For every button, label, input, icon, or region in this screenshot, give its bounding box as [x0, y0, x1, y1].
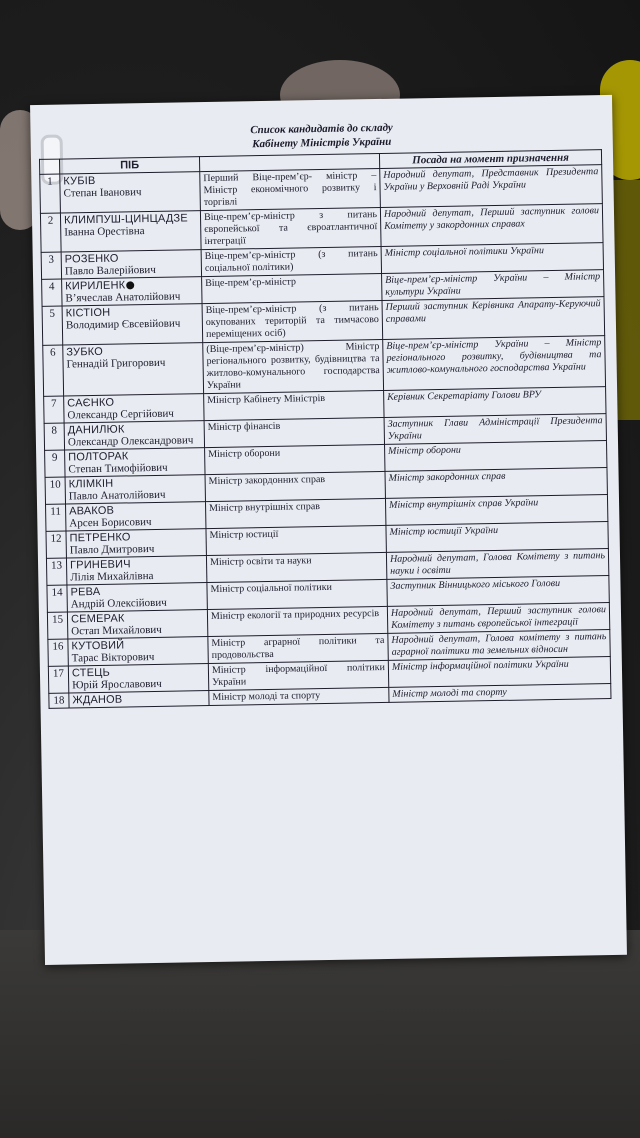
candidate-last-name: САЄНКО — [67, 396, 115, 410]
candidate-last-name: РОЗЕНКО — [64, 252, 119, 266]
candidate-name — [68, 664, 208, 693]
row-number: 13 — [46, 558, 66, 585]
proposed-position: Перший Віце-прем’єр- міністр – Міністр економічного розвитку і торгівлі — [200, 168, 381, 210]
row-number: 2 — [40, 213, 61, 252]
document-title-line2: Кабінету Міністрів України — [252, 135, 392, 151]
candidate-first-name: Остап Михайлович — [71, 623, 162, 638]
candidate-name — [63, 343, 204, 396]
row-number: 6 — [43, 345, 64, 396]
proposed-position: Віце-прем’єр-міністр — [202, 273, 382, 303]
candidate-first-name: Степан Тимофійович — [68, 461, 168, 476]
previous-position: Віце-прем’єр-міністр України – Міністр культури України — [382, 270, 604, 301]
candidate-last-name: ГРИНЕВИЧ — [69, 558, 131, 572]
row-number: 18 — [49, 693, 69, 708]
candidate-last-name: КУБІВ — [63, 174, 96, 188]
ink-blot — [126, 282, 134, 290]
row-number: 15 — [47, 612, 67, 639]
previous-position: Міністр закордонних справ — [385, 468, 607, 499]
candidate-first-name: Павло Валерійович — [64, 263, 156, 278]
row-number: 16 — [48, 639, 68, 666]
previous-position: Заступник Вінницького міського Голови — [387, 576, 609, 607]
candidate-first-name: Арсен Борисович — [69, 516, 152, 530]
row-number: 9 — [45, 450, 65, 477]
candidate-name — [67, 610, 207, 639]
candidate-first-name: Олександр Сергійович — [67, 407, 175, 422]
candidate-first-name: Олександр Олександрович — [67, 434, 194, 449]
candidate-first-name: Андрій Олексійович — [70, 596, 167, 611]
candidate-name — [65, 448, 205, 477]
previous-position: Народний депутат, Перший заступник голови Комітету у закордонних справах — [380, 204, 603, 247]
previous-position: Перший заступник Керівника Апарату-Керуючий справами — [382, 297, 605, 340]
candidate-name — [66, 529, 206, 558]
previous-position: Міністр юстиції України — [386, 522, 608, 553]
candidate-first-name: Павло Анатолійович — [68, 488, 166, 503]
proposed-position: Міністр освіти та науки — [206, 552, 386, 582]
candidate-last-name: РЕВА — [70, 585, 101, 599]
previous-position: Міністр молоді та спорту — [389, 684, 611, 703]
candidate-name — [60, 172, 201, 213]
candidate-last-name: КЛІМКІН — [68, 477, 114, 491]
row-number: 14 — [47, 585, 67, 612]
proposed-position: Віце-прем’єр-міністр (з питань окупованих територій та тимчасово переміщених осіб) — [202, 300, 383, 342]
candidate-first-name: Лілія Михайлівна — [70, 569, 154, 584]
candidate-name — [60, 211, 201, 252]
row-number: 12 — [46, 531, 66, 558]
previous-position: Міністр інформаційної політики України — [388, 657, 610, 688]
candidate-last-name: СЕМЕРАК — [70, 612, 125, 626]
proposed-position: (Віце-прем’єр-міністр) Міністр регіонального розвитку, будівництва та житлово-комунального господарства України — [203, 339, 384, 393]
candidate-name — [64, 421, 204, 450]
header-name: ПІБ — [59, 157, 199, 174]
document-title-line1: Список кандидатів до складу — [250, 121, 393, 137]
candidate-last-name: КЛИМПУШ-ЦИНЦАДЗЕ — [63, 212, 188, 227]
previous-position: Народний депутат, Представник Президента України у Верховній Раді України — [380, 165, 603, 208]
document-title — [30, 117, 612, 155]
header-previous-position: Посада на момент призначення — [379, 150, 601, 169]
row-number: 3 — [41, 252, 61, 279]
candidate-first-name: Володимир Євсевійович — [65, 317, 181, 332]
previous-position: Народний депутат, Голова комітету з питань аграрної політики та земельних відносин — [388, 630, 610, 661]
proposed-position: Міністр соціальної політики — [207, 579, 387, 609]
candidate-name — [67, 583, 207, 612]
candidate-last-name: КІСТІОН — [65, 306, 111, 320]
candidate-last-name: ЖДАНОВ — [72, 693, 123, 707]
row-number: 11 — [46, 504, 66, 531]
candidate-name — [68, 637, 208, 666]
candidate-last-name: КИРИЛЕНК — [65, 279, 126, 293]
candidate-last-name: КУТОВИЙ — [71, 639, 125, 653]
candidate-name — [64, 394, 204, 423]
proposed-position: Міністр оборони — [205, 444, 385, 474]
candidate-first-name: Іванна Орестівна — [64, 225, 145, 239]
proposed-position: Міністр внутрішніх справ — [205, 498, 385, 528]
candidate-name — [62, 277, 202, 306]
candidate-name — [66, 502, 206, 531]
row-number: 5 — [42, 306, 63, 345]
proposed-position: Міністр Кабінету Міністрів — [204, 390, 384, 420]
candidate-first-name: Юрій Ярославович — [72, 677, 162, 692]
candidate-name — [62, 304, 203, 345]
previous-position: Віце-прем’єр-міністр України – Міністр регіонального розвитку, будівництва та житлово-комунального господарства України — [383, 336, 606, 391]
proposed-position: Віце-прем’єр-міністр з питань європейської та євроатлантичної інтеграції — [200, 207, 381, 249]
candidate-first-name: Тарас Вікторович — [71, 650, 155, 665]
candidate-name — [61, 250, 201, 279]
candidate-name — [65, 475, 205, 504]
proposed-position: Міністр юстиції — [206, 525, 386, 555]
row-number: 1 — [40, 174, 61, 213]
row-number: 4 — [42, 279, 62, 306]
candidate-first-name: Степан Іванович — [63, 186, 142, 200]
proposed-position: Міністр інформаційної політики України — [208, 660, 388, 690]
proposed-position: Міністр екології та природних ресурсів — [207, 606, 387, 636]
previous-position: Керівник Секретаріату Голови ВРУ — [384, 387, 606, 418]
candidate-first-name: Павло Дмитрович — [69, 542, 155, 557]
candidates-table — [39, 149, 612, 709]
row-number: 10 — [45, 477, 65, 504]
proposed-position: Міністр молоді та спорту — [209, 687, 389, 705]
previous-position: Міністр внутрішніх справ України — [385, 495, 607, 526]
candidate-last-name: АВАКОВ — [69, 504, 115, 518]
previous-position: Народний депутат, Перший заступник голови Комітету з питань європейської інтеграції — [387, 603, 609, 634]
candidate-last-name: ДАНИЛЮК — [67, 423, 125, 437]
candidate-last-name: ПЕТРЕНКО — [69, 531, 131, 545]
candidate-name — [66, 556, 206, 585]
row-number: 8 — [44, 423, 64, 450]
row-number: 17 — [48, 666, 68, 693]
previous-position: Міністр оборони — [385, 441, 607, 472]
header-num — [39, 159, 59, 174]
document-page — [30, 95, 627, 965]
previous-position: Заступник Глави Адміністрації Президента України — [384, 414, 606, 445]
proposed-position: Віце-прем’єр-міністр (з питань соціальної політики) — [201, 246, 381, 276]
candidate-last-name: ПОЛТОРАК — [68, 450, 129, 464]
candidate-first-name: В’ячеслав Анатолійович — [65, 290, 181, 305]
proposed-position: Міністр фінансів — [204, 417, 384, 447]
previous-position: Міністр соціальної політики України — [381, 243, 603, 274]
candidate-last-name: ЗУБКО — [66, 345, 104, 359]
candidate-first-name: Геннадій Григорович — [66, 356, 166, 371]
row-number: 7 — [44, 396, 64, 423]
proposed-position: Міністр закордонних справ — [205, 471, 385, 501]
proposed-position: Міністр аграрної політики та продовольства — [208, 633, 388, 663]
previous-position: Народний депутат, Голова Комітету з питань науки і освіти — [386, 549, 608, 580]
candidate-name — [69, 691, 209, 708]
candidate-last-name: СТЕЦЬ — [71, 666, 111, 680]
